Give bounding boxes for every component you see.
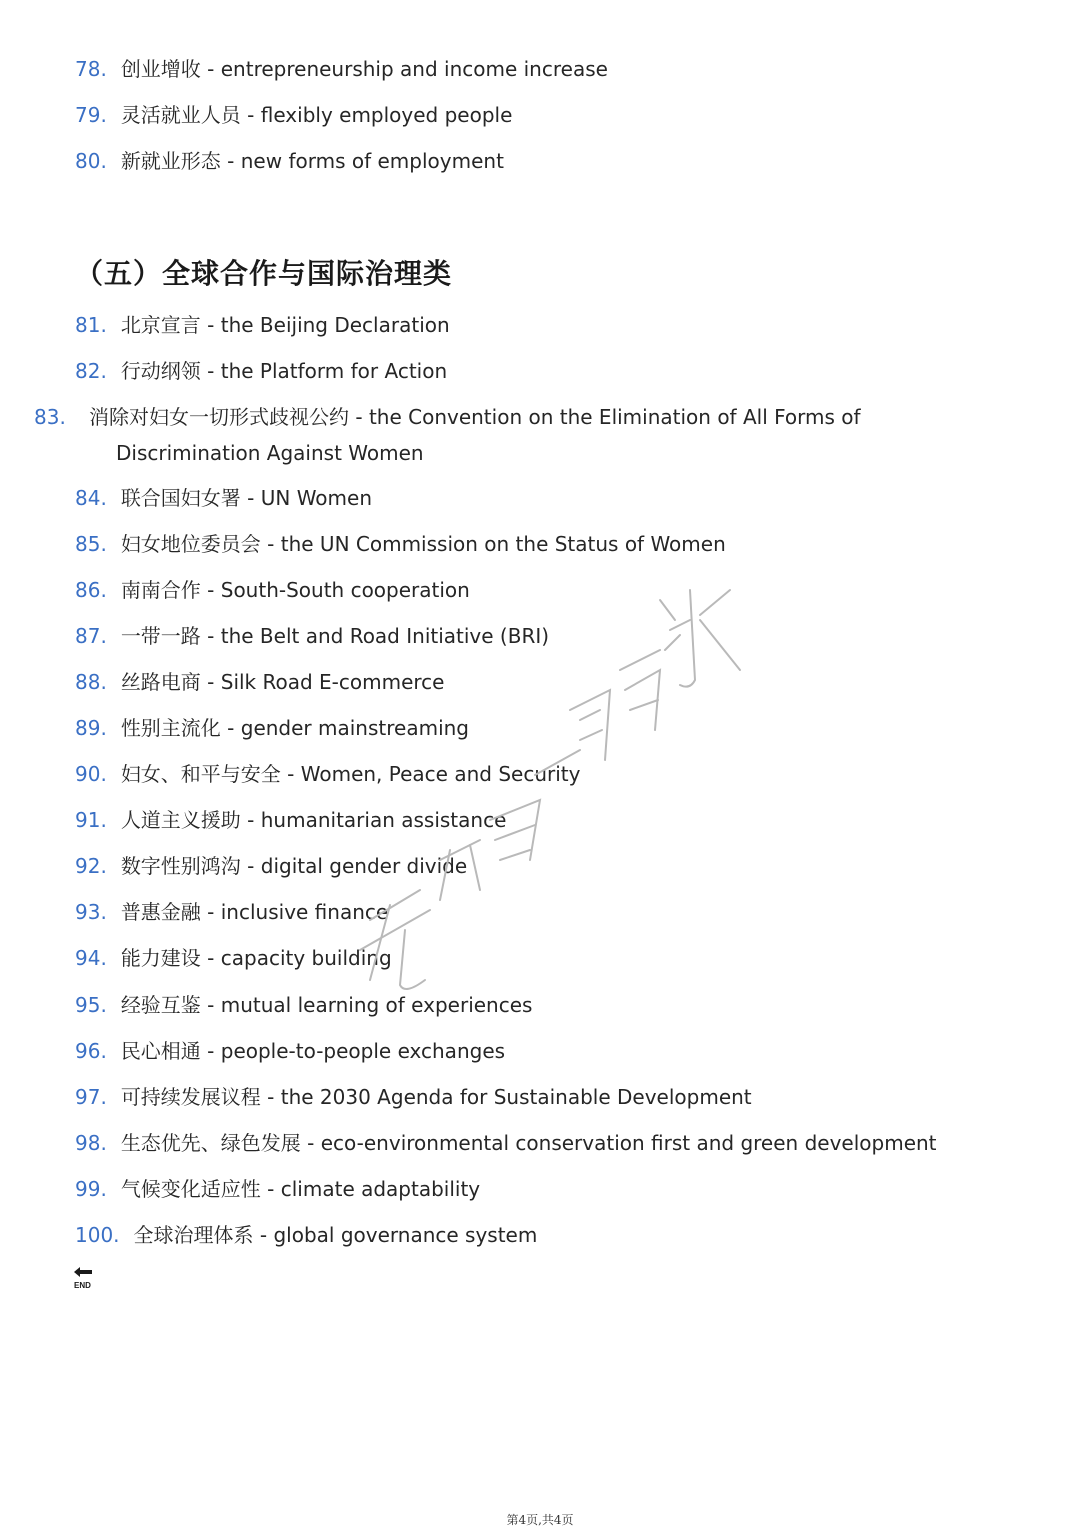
list-item: 96. 民心相通 - people-to-people exchanges bbox=[75, 1033, 975, 1069]
item-chinese: 数字性别鸿沟 bbox=[120, 854, 241, 878]
item-number: 78. bbox=[75, 57, 107, 81]
item-english: humanitarian assistance bbox=[260, 808, 507, 832]
item-number: 94. bbox=[75, 946, 107, 970]
item-english: the 2030 Agenda for Sustainable Development bbox=[280, 1085, 752, 1109]
item-english: inclusive finance bbox=[220, 900, 389, 924]
list-item: 82. 行动纲领 - the Platform for Action bbox=[75, 353, 975, 389]
item-english: Silk Road E-commerce bbox=[220, 670, 445, 694]
list-item: 91. 人道主义援助 - humanitarian assistance bbox=[75, 802, 975, 838]
item-english: Women, Peace and Security bbox=[300, 762, 581, 786]
list-item: 78. 创业增收 - entrepreneurship and income increase bbox=[75, 51, 975, 87]
item-english: climate adaptability bbox=[280, 1177, 481, 1201]
list-item: 80. 新就业形态 - new forms of employment bbox=[75, 143, 975, 179]
item-number: 93. bbox=[75, 900, 107, 924]
item-number: 90. bbox=[75, 762, 107, 786]
end-arrow-icon bbox=[72, 1266, 96, 1292]
item-chinese: 行动纲领 bbox=[120, 359, 201, 383]
item-english: flexibly employed people bbox=[260, 103, 513, 127]
item-number: 86. bbox=[75, 578, 107, 602]
item-number: 100. bbox=[75, 1223, 120, 1247]
list-item: 97. 可持续发展议程 - the 2030 Agenda for Sustainable Development bbox=[75, 1079, 975, 1115]
item-number: 85. bbox=[75, 532, 107, 556]
item-english: gender mainstreaming bbox=[240, 716, 469, 740]
item-chinese: 一带一路 bbox=[120, 624, 201, 648]
item-number: 91. bbox=[75, 808, 107, 832]
item-number: 81. bbox=[75, 313, 107, 337]
item-chinese: 联合国妇女署 bbox=[120, 486, 241, 510]
item-english: people-to-people exchanges bbox=[220, 1039, 506, 1063]
list-item: 95. 经验互鉴 - mutual learning of experiences bbox=[75, 987, 975, 1023]
item-chinese: 气候变化适应性 bbox=[120, 1177, 261, 1201]
item-number: 82. bbox=[75, 359, 107, 383]
item-number: 96. bbox=[75, 1039, 107, 1063]
item-chinese: 妇女、和平与安全 bbox=[120, 762, 281, 786]
item-chinese: 能力建设 bbox=[120, 946, 201, 970]
item-chinese: 消除对妇女一切形式歧视公约 bbox=[89, 405, 349, 429]
item-number: 80. bbox=[75, 149, 107, 173]
item-number: 88. bbox=[75, 670, 107, 694]
item-chinese: 丝路电商 bbox=[120, 670, 201, 694]
item-chinese: 南南合作 bbox=[120, 578, 201, 602]
item-number: 99. bbox=[75, 1177, 107, 1201]
list-item: 94. 能力建设 - capacity building bbox=[75, 940, 975, 976]
item-chinese: 普惠金融 bbox=[120, 900, 201, 924]
item-english: digital gender divide bbox=[260, 854, 468, 878]
item-chinese: 创业增收 bbox=[120, 57, 201, 81]
item-number: 95. bbox=[75, 993, 107, 1017]
item-english: UN Women bbox=[260, 486, 373, 510]
item-chinese: 灵活就业人员 bbox=[120, 103, 241, 127]
list-item: 88. 丝路电商 - Silk Road E-commerce bbox=[75, 664, 975, 700]
item-chinese: 经验互鉴 bbox=[120, 993, 201, 1017]
list-item: 98. 生态优先、绿色发展 - eco-environmental conservation first and green development bbox=[75, 1125, 975, 1161]
item-number: 97. bbox=[75, 1085, 107, 1109]
list-item: 85. 妇女地位委员会 - the UN Commission on the Status of Women bbox=[75, 526, 975, 562]
item-chinese: 性别主流化 bbox=[120, 716, 221, 740]
item-chinese: 人道主义援助 bbox=[120, 808, 241, 832]
list-item: 90. 妇女、和平与安全 - Women, Peace and Security bbox=[75, 756, 975, 792]
list-item: 92. 数字性别鸿沟 - digital gender divide bbox=[75, 848, 975, 884]
page-footer: 第4页,共4页 bbox=[506, 1513, 574, 1527]
item-chinese: 民心相通 bbox=[120, 1039, 201, 1063]
list-item: 93. 普惠金融 - inclusive finance bbox=[75, 894, 975, 930]
item-number: 87. bbox=[75, 624, 107, 648]
item-chinese: 可持续发展议程 bbox=[120, 1085, 261, 1109]
item-number: 92. bbox=[75, 854, 107, 878]
item-english: South-South cooperation bbox=[220, 578, 470, 602]
item-english: global governance system bbox=[273, 1223, 538, 1247]
item-english: mutual learning of experiences bbox=[220, 993, 533, 1017]
item-english: the Convention on the Elimination of All Forms of Discrimination Against Women bbox=[116, 405, 861, 465]
item-chinese: 北京宣言 bbox=[120, 313, 201, 337]
item-chinese: 全球治理体系 bbox=[133, 1223, 254, 1247]
list-item: 100. 全球治理体系 - global governance system bbox=[75, 1217, 975, 1253]
list-item: 79. 灵活就业人员 - flexibly employed people bbox=[75, 97, 975, 133]
item-english: capacity building bbox=[220, 946, 392, 970]
item-english: eco-environmental conservation first and green development bbox=[320, 1131, 937, 1155]
section-heading: （五）全球合作与国际治理类 bbox=[75, 257, 453, 290]
item-english: the Beijing Declaration bbox=[220, 313, 450, 337]
item-english: entrepreneurship and income increase bbox=[220, 57, 608, 81]
list-item: 81. 北京宣言 - the Beijing Declaration bbox=[75, 307, 975, 343]
item-english: the Platform for Action bbox=[220, 359, 448, 383]
end-label: END bbox=[74, 1281, 91, 1290]
item-number: 84. bbox=[75, 486, 107, 510]
item-chinese: 妇女地位委员会 bbox=[120, 532, 261, 556]
item-number: 79. bbox=[75, 103, 107, 127]
list-item: 84. 联合国妇女署 - UN Women bbox=[75, 480, 975, 516]
list-item: 83. 消除对妇女一切形式歧视公约 - the Convention on the Elimination of All Forms of Discrimination Against Women bbox=[34, 405, 861, 465]
item-chinese: 生态优先、绿色发展 bbox=[120, 1131, 301, 1155]
list-item: 86. 南南合作 - South-South cooperation bbox=[75, 572, 975, 608]
list-item: 87. 一带一路 - the Belt and Road Initiative (BRI) bbox=[75, 618, 975, 654]
list-item: 99. 气候变化适应性 - climate adaptability bbox=[75, 1171, 975, 1207]
item-chinese: 新就业形态 bbox=[120, 149, 221, 173]
item-english: the Belt and Road Initiative (BRI) bbox=[220, 624, 550, 648]
item-english: new forms of employment bbox=[240, 149, 504, 173]
item-number: 98. bbox=[75, 1131, 107, 1155]
list-item: 89. 性别主流化 - gender mainstreaming bbox=[75, 710, 975, 746]
item-number: 89. bbox=[75, 716, 107, 740]
item-english: the UN Commission on the Status of Women bbox=[280, 532, 726, 556]
